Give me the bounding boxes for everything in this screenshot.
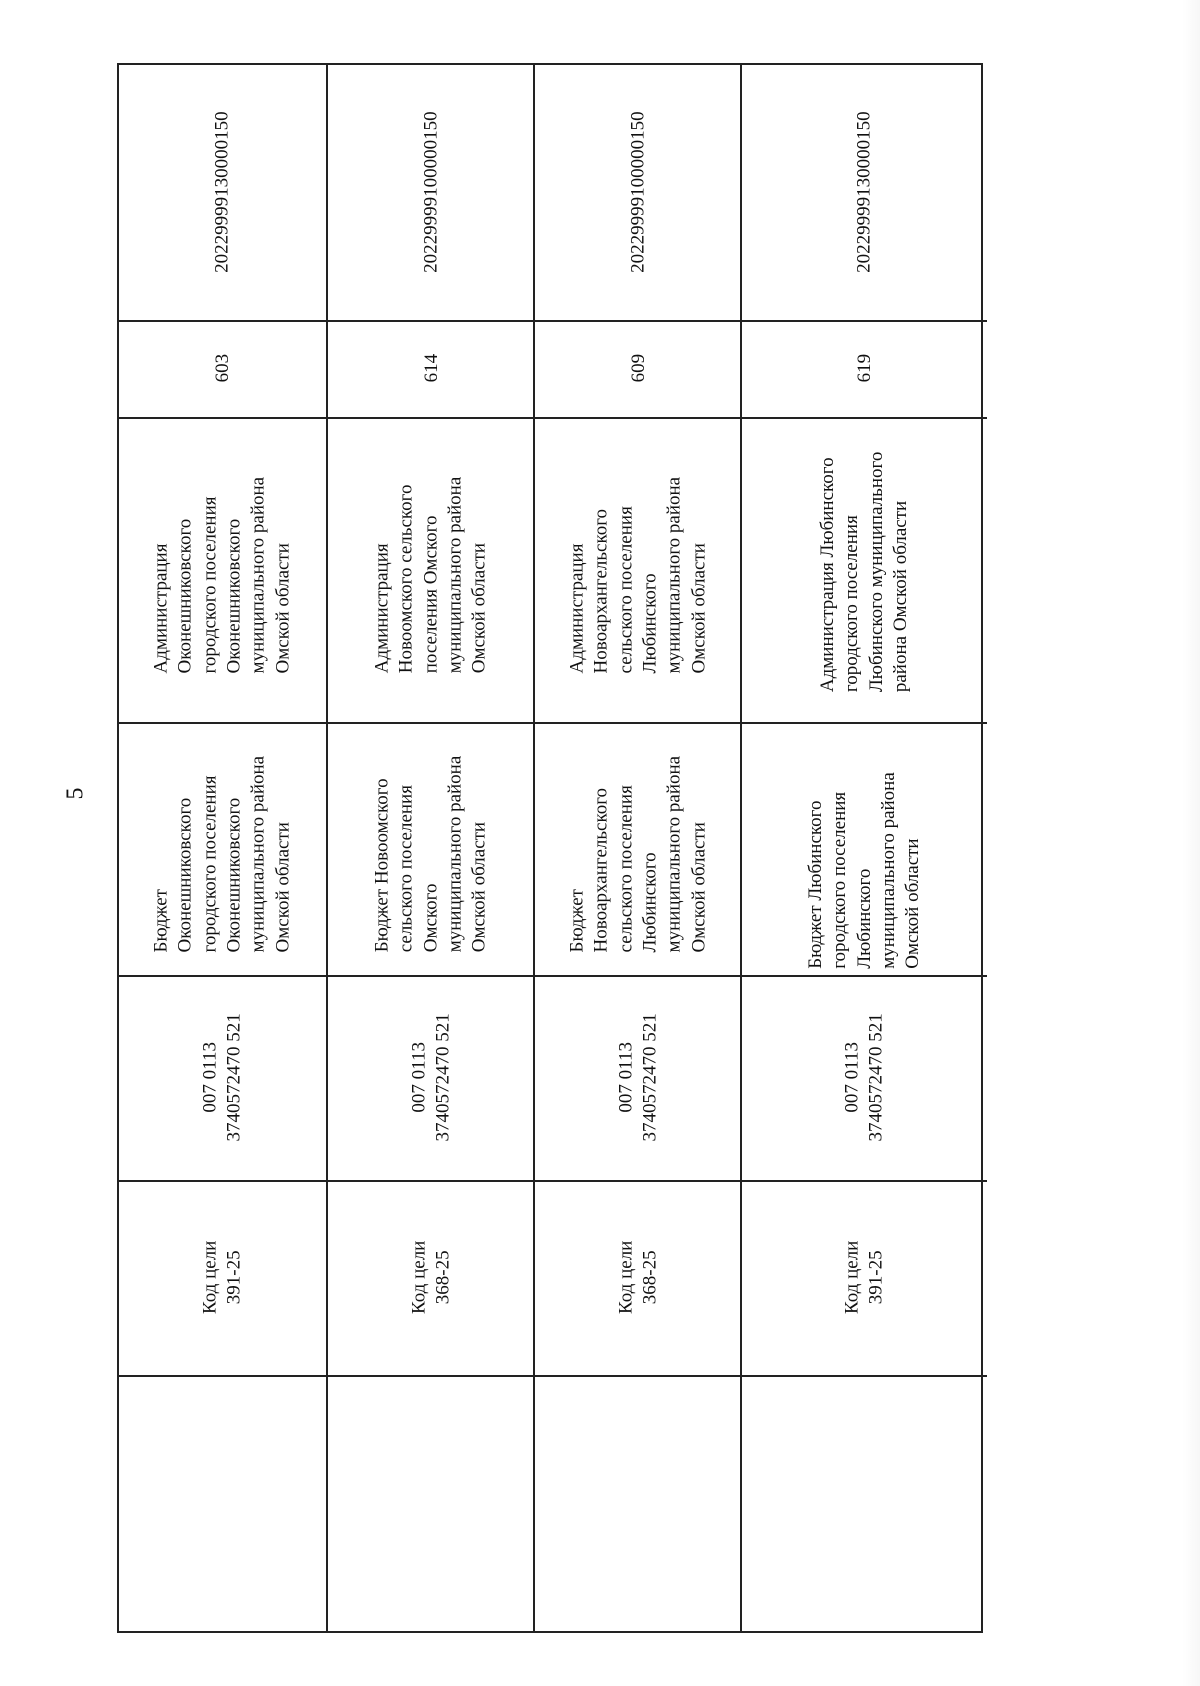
target-line-2: 368-25 [639,1250,661,1305]
target-line-2: 391-25 [865,1250,887,1305]
admin-code-cell [742,320,987,417]
income-code-cell [328,65,535,320]
page-number: 5 [62,787,89,800]
budget-cell [119,722,326,975]
kbk-line-1: 007 0113 [199,1042,221,1113]
income-code: 20229999100000150 [420,111,442,274]
admin-code: 609 [627,354,649,383]
target-cell [328,1180,535,1375]
administration-cell [535,417,742,722]
admin-code: 603 [211,354,233,383]
kbk-line-2: 3740572470 521 [223,1013,245,1142]
kbk-line-1: 007 0113 [615,1042,637,1113]
scan-edge [1182,0,1200,1686]
admin-code-cell [119,320,326,417]
table-row [119,65,326,1631]
target-text [198,1188,247,1368]
budget-cell [328,722,535,975]
admin-code-cell [328,320,535,417]
budget-table [117,63,983,1633]
kbk-line-2: 3740572470 521 [865,1013,887,1142]
kbk-cell [328,975,535,1180]
target-line-2: 368-25 [432,1250,454,1305]
admin-code: 614 [420,354,442,383]
table-row [740,65,987,1631]
budget-text: Бюджет Новоомского сельского поселения Омского муниципального района Омской области [371,755,490,952]
budget-cell [742,722,987,975]
kbk-text [198,978,247,1178]
table-row [326,65,535,1631]
kbk-text [840,978,889,1178]
income-code-cell [742,65,987,320]
kbk-text [614,978,663,1178]
target-cell [119,1180,326,1375]
kbk-cell [535,975,742,1180]
income-code: 20229999130000150 [211,111,233,274]
administration-cell [119,417,326,722]
income-code: 20229999100000150 [627,111,649,274]
target-text [614,1188,663,1368]
target-line-2: 391-25 [223,1250,245,1305]
budget-cell [535,722,742,975]
kbk-line-1: 007 0113 [841,1042,863,1113]
administration-text: Администрация Оконешниковского городского поселения Оконешниковского муниципального района Омской области [150,476,294,673]
empty-cell [535,1375,742,1635]
kbk-cell [742,975,987,1180]
budget-text: Бюджет Оконешниковского городского поселения Оконешниковского муниципального района Омской области [150,755,294,952]
empty-cell [328,1375,535,1635]
administration-cell [742,417,987,722]
empty-cell [119,1375,326,1635]
administration-text: Администрация Любинского городского поселения Любинского муниципального района Омской области [816,451,911,692]
budget-text: Бюджет Любинского городского поселения Любинского муниципального района Омской области [804,771,923,969]
budget-text: Бюджет Новоархангельского сельского поселения Любинского муниципального района Омской области [566,755,710,952]
administration-cell [328,417,535,722]
target-cell [742,1180,987,1375]
income-code-cell [535,65,742,320]
kbk-line-2: 3740572470 521 [432,1013,454,1142]
administration-text: Администрация Новоархангельского сельского поселения Любинского муниципального района Омской области [566,476,710,673]
admin-code: 619 [853,354,875,383]
administration-text: Администрация Новоомского сельского поселения Омского муниципального района Омской области [371,476,490,673]
target-text [407,1188,456,1368]
target-line-1: Код цели [841,1240,863,1315]
kbk-cell [119,975,326,1180]
target-line-1: Код цели [199,1240,221,1315]
empty-cell [742,1375,987,1635]
target-text [840,1188,889,1368]
income-code-cell [119,65,326,320]
target-cell [535,1180,742,1375]
table-row [533,65,742,1631]
target-line-1: Код цели [615,1240,637,1315]
admin-code-cell [535,320,742,417]
kbk-line-1: 007 0113 [408,1042,430,1113]
target-line-1: Код цели [408,1240,430,1315]
income-code: 20229999130000150 [853,111,875,274]
kbk-text [407,978,456,1178]
kbk-line-2: 3740572470 521 [639,1013,661,1142]
